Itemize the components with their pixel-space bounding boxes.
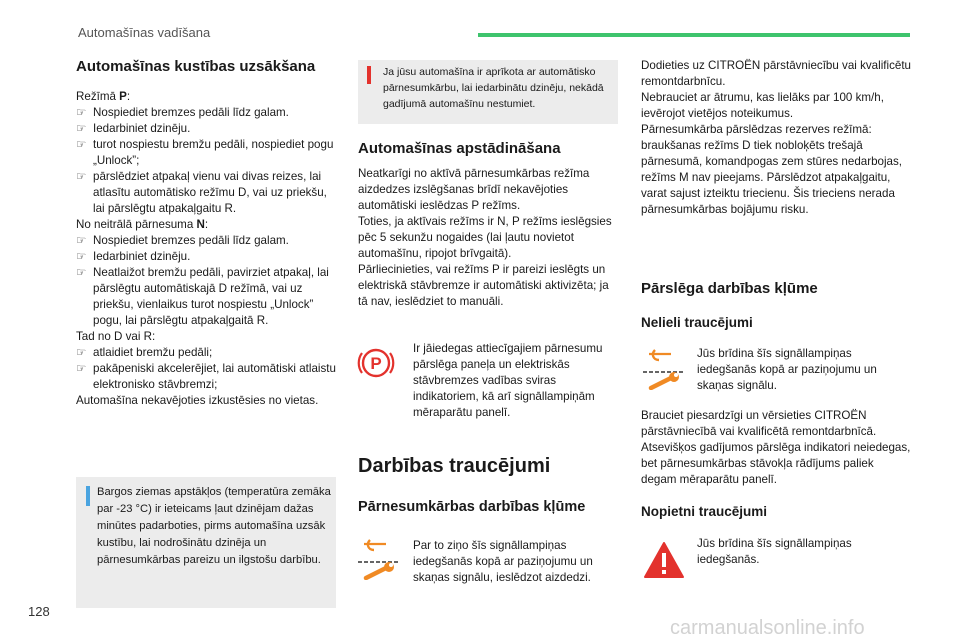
starting-heading: Automašīnas kustības uzsākšana (76, 58, 316, 75)
list-item: ☞ Nospiediet bremzes pedāli līdz galam. (76, 234, 289, 247)
wrench-icon (356, 538, 402, 580)
left-column (76, 58, 338, 409)
info-note-text: Bargos ziemas apstākļos (temperatūra zemāka par -23 °C) ir ieteicams ļaut dzinējam dažas minūtes padarboties, pirms automašīna uzsāk kustību, lai nodrošinātu dzinēja un pārnesumkārbas pareizu un ilgstošu darbību. (97, 486, 331, 566)
mode-dr-line: Tad no D vai R: (76, 330, 156, 343)
warning-note-text: Ja jūsu automašīna ir aprīkota ar automātisko pārnesumkārbu, lai iedarbinātu dzinēju, nekādā gadījumā automašīnu nestumiet. (383, 66, 604, 110)
page-number: 128 (28, 604, 50, 619)
list-item: ☞ Nospiediet bremzes pedāli līdz galam. (76, 106, 289, 119)
info-icon (86, 486, 90, 506)
minor-faults-advice: Brauciet piesardzīgi un vērsieties CITROËN pārstāvniecībā vai kvalificētā remontdarbnīcā. Atsevišķos gadījumos pārslēga indikatori neiedegas, bet pārnesumkārbas stāvokļa rādījums paliek degam mēraparātu panelī. (641, 409, 911, 486)
starting-instructions (76, 89, 338, 409)
minor-faults-text: Jūs brīdina šīs signāllampiņas iedegšanās kopā ar paziņojumu un skaņas signālu. (697, 347, 877, 392)
svg-text:P: P (370, 354, 382, 373)
minor-faults-heading: Nelieli traucējumi (641, 315, 753, 330)
malfunctions-heading: Darbības traucējumi (358, 455, 551, 477)
closing-line: Automašīna nekavējoties izkustēsies no vietas. (76, 394, 319, 407)
major-faults-heading: Nopietni traucējumi (641, 504, 768, 519)
stopping-heading: Automašīnas apstādināšana (358, 140, 561, 157)
list-item: ☞ pārslēdziet atpakaļ vienu vai divas reizes, lai atlasītu automātisko režīmu D, vai uz priekšu, lai pārslēgtu atpakaļgaitu R. (76, 170, 327, 215)
list-item: ☞ Iedarbiniet dzinēju. (76, 250, 191, 263)
brake-indicator-text: Ir jāiedegas attiecīgajiem pārnesumu pārslēga paneļa un elektriskās stāvbremzes vadības sviras indikatoriem, kā arī signāllampiņām mēraparātu panelī. (413, 342, 603, 419)
gearbox-fault-text: Par to ziņo šīs signāllampiņas iedegšanās kopā ar paziņojumu un skaņas signālu, ieslēdzot aizdedzi. (413, 539, 593, 584)
stopping-text: Neatkarīgi no aktīvā pārnesumkārbas režīma aizdedzes izslēgšanas brīdī nekavējoties automātiski ieslēdzas P režīms. Toties, ja aktīvais režīms ir N, P režīms ieslēgsies pēc 5 sekunžu nogaides (lai ļautu novietot automašīnu, ripojot brīvgaitā). Pārliecinieties, vai režīms P ir pareizi ieslēgts un elektriskā stāvbremze ir automātiski aktivizēta; ja tā nav, ieslēdziet to manuāli. (358, 167, 612, 308)
gearbox-fault-heading: Pārnesumkārbas darbības kļūme (358, 499, 586, 515)
list-item: ☞ pakāpeniski akcelerējiet, lai automātiski atlaistu elektronisko stāvbremzi; (76, 362, 336, 391)
watermark: carmanualsonline.info (670, 617, 865, 639)
running-header: Automašīnas vadīšana (78, 25, 211, 40)
list-item: ☞ atlaidiet bremžu pedāli; (76, 346, 213, 359)
list-item: ☞ Neatlaižot bremžu pedāli, pavirziet atpakaļ, lai pārslēgtu automātiskajā D režīmā, vai uz priekšu, vienlaikus turot nospiestu „Unlock” pogu, lai pārslēgtu atpakaļgaitā R. (76, 266, 329, 327)
mode-p-line: Režīmā P: (76, 90, 131, 103)
list-item: ☞ turot nospiestu bremžu pedāli, nospiediet pogu „Unlock”; (76, 138, 334, 167)
warning-triangle-icon (643, 541, 685, 579)
wrench-icon (641, 348, 687, 390)
major-faults-text: Jūs brīdina šīs signāllampiņas iedegšanās. (697, 537, 852, 566)
list-item: ☞ Iedarbiniet dzinēju. (76, 122, 191, 135)
warning-icon (367, 66, 371, 84)
parking-brake-icon (356, 343, 396, 383)
mode-n-line: No neitrālā pārnesuma N: (76, 218, 209, 231)
selector-fault-heading: Pārslēga darbības kļūme (641, 280, 818, 297)
right-instructions: Dodieties uz CITROËN pārstāvniecību vai kvalificētu remontdarbnīcu. Nebrauciet ar ātrumu, kas lielāks par 100 km/h, ievērojot vietējos noteikumus. Pārnesumkārba pārslēdzas rezerves režīmā: braukšanas režīms D tiek nobloķēts trešajā pārnesumā, komandpogas zem stūres nedarbojas, režīms M nav pieejams. Pārslēdzot atpakaļgaitu, varat sajust izteiktu triecienu. Šis trieciens nerada pārnesumkārbas bojājumu risku. (641, 59, 911, 216)
header-accent-bar (478, 33, 910, 37)
